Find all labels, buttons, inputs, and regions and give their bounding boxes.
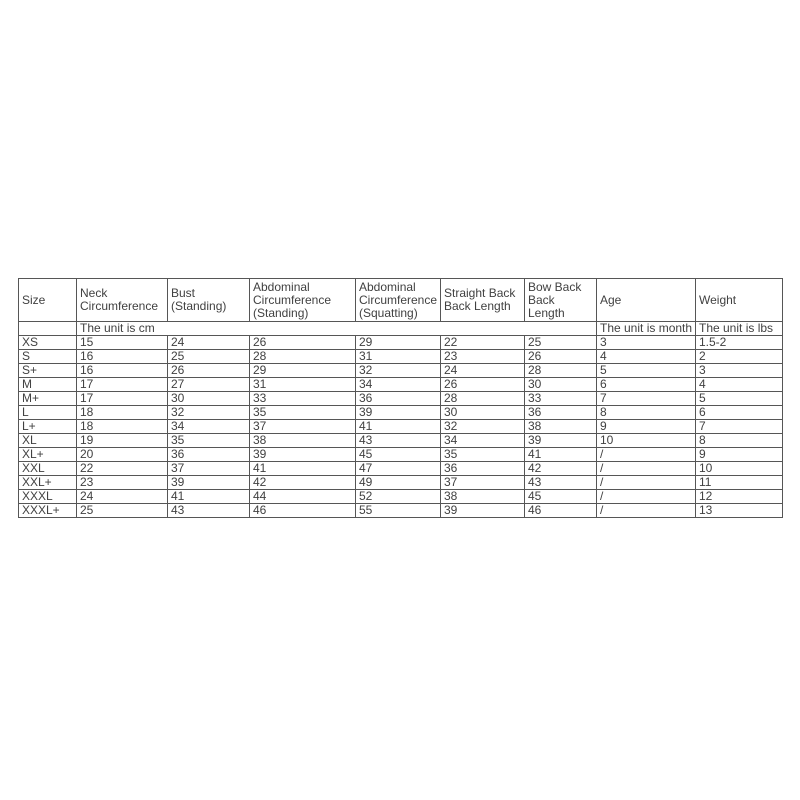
value-cell: 26 — [525, 350, 597, 364]
value-cell: 1.5-2 — [696, 336, 783, 350]
value-cell: 42 — [525, 462, 597, 476]
table-row — [19, 420, 783, 434]
value-cell: 30 — [441, 406, 525, 420]
header-bow-back-back-length: Bow Back Back Length — [525, 279, 597, 322]
table-row — [19, 406, 783, 420]
value-cell: 41 — [525, 448, 597, 462]
value-cell: 31 — [250, 378, 356, 392]
value-cell: 55 — [356, 504, 441, 518]
table-row — [19, 448, 783, 462]
header-bust-standing: Bust (Standing) — [168, 279, 250, 322]
header-row — [19, 279, 783, 322]
value-cell: 37 — [441, 476, 525, 490]
table-row — [19, 336, 783, 350]
header-weight: Weight — [696, 279, 783, 322]
value-cell: 36 — [525, 406, 597, 420]
unit-lbs-cell: The unit is lbs — [696, 322, 783, 336]
unit-empty-cell — [19, 322, 77, 336]
value-cell: / — [597, 448, 696, 462]
value-cell: 32 — [168, 406, 250, 420]
value-cell: 28 — [525, 364, 597, 378]
header-straight-back-back-length: Straight Back Back Length — [441, 279, 525, 322]
value-cell: 3 — [597, 336, 696, 350]
value-cell: 5 — [696, 392, 783, 406]
value-cell: 27 — [168, 378, 250, 392]
value-cell: 28 — [441, 392, 525, 406]
header-abdominal-circumference-standing: Abdominal Circumference (Standing) — [250, 279, 356, 322]
value-cell: 37 — [250, 420, 356, 434]
value-cell: 36 — [168, 448, 250, 462]
value-cell: 42 — [250, 476, 356, 490]
size-label-cell: M+ — [19, 392, 77, 406]
value-cell: 39 — [250, 448, 356, 462]
value-cell: 17 — [77, 378, 168, 392]
table-row — [19, 392, 783, 406]
value-cell: 4 — [597, 350, 696, 364]
value-cell: 41 — [168, 490, 250, 504]
value-cell: 43 — [525, 476, 597, 490]
table-row — [19, 462, 783, 476]
value-cell: 34 — [168, 420, 250, 434]
value-cell: 45 — [525, 490, 597, 504]
value-cell: 44 — [250, 490, 356, 504]
value-cell: 26 — [441, 378, 525, 392]
value-cell: 25 — [525, 336, 597, 350]
table-row — [19, 476, 783, 490]
value-cell: 22 — [441, 336, 525, 350]
value-cell: 20 — [77, 448, 168, 462]
value-cell: 5 — [597, 364, 696, 378]
value-cell: 52 — [356, 490, 441, 504]
value-cell: 37 — [168, 462, 250, 476]
value-cell: 39 — [441, 504, 525, 518]
value-cell: 15 — [77, 336, 168, 350]
size-label-cell: XXXL — [19, 490, 77, 504]
value-cell: / — [597, 462, 696, 476]
value-cell: 17 — [77, 392, 168, 406]
value-cell: 10 — [597, 434, 696, 448]
value-cell: 30 — [525, 378, 597, 392]
value-cell: 18 — [77, 406, 168, 420]
value-cell: 30 — [168, 392, 250, 406]
value-cell: 26 — [168, 364, 250, 378]
table-row — [19, 350, 783, 364]
value-cell: 9 — [597, 420, 696, 434]
value-cell: 18 — [77, 420, 168, 434]
header-age: Age — [597, 279, 696, 322]
value-cell: 19 — [77, 434, 168, 448]
value-cell: 24 — [77, 490, 168, 504]
value-cell: 2 — [696, 350, 783, 364]
value-cell: 35 — [441, 448, 525, 462]
value-cell: 28 — [250, 350, 356, 364]
unit-month-cell: The unit is month — [597, 322, 696, 336]
table-row — [19, 434, 783, 448]
value-cell: 16 — [77, 364, 168, 378]
table-row — [19, 490, 783, 504]
size-label-cell: XS — [19, 336, 77, 350]
value-cell: 34 — [441, 434, 525, 448]
value-cell: 47 — [356, 462, 441, 476]
value-cell: / — [597, 504, 696, 518]
size-label-cell: S+ — [19, 364, 77, 378]
value-cell: 29 — [250, 364, 356, 378]
value-cell: 31 — [356, 350, 441, 364]
value-cell: 32 — [356, 364, 441, 378]
table-row — [19, 378, 783, 392]
value-cell: 24 — [441, 364, 525, 378]
value-cell: / — [597, 476, 696, 490]
value-cell: 8 — [597, 406, 696, 420]
size-label-cell: XL+ — [19, 448, 77, 462]
header-neck-circumference: Neck Circumference — [77, 279, 168, 322]
value-cell: 3 — [696, 364, 783, 378]
size-label-cell: L+ — [19, 420, 77, 434]
value-cell: 45 — [356, 448, 441, 462]
value-cell: 10 — [696, 462, 783, 476]
value-cell: 33 — [525, 392, 597, 406]
value-cell: / — [597, 490, 696, 504]
value-cell: 35 — [168, 434, 250, 448]
value-cell: 32 — [441, 420, 525, 434]
value-cell: 23 — [77, 476, 168, 490]
value-cell: 36 — [356, 392, 441, 406]
size-label-cell: XXXL+ — [19, 504, 77, 518]
value-cell: 16 — [77, 350, 168, 364]
size-label-cell: M — [19, 378, 77, 392]
value-cell: 7 — [696, 420, 783, 434]
size-label-cell: S — [19, 350, 77, 364]
value-cell: 4 — [696, 378, 783, 392]
value-cell: 12 — [696, 490, 783, 504]
size-label-cell: XXL — [19, 462, 77, 476]
size-label-cell: L — [19, 406, 77, 420]
value-cell: 29 — [356, 336, 441, 350]
value-cell: 39 — [525, 434, 597, 448]
value-cell: 23 — [441, 350, 525, 364]
table-row — [19, 364, 783, 378]
value-cell: 26 — [250, 336, 356, 350]
value-cell: 38 — [525, 420, 597, 434]
value-cell: 11 — [696, 476, 783, 490]
value-cell: 6 — [696, 406, 783, 420]
value-cell: 9 — [696, 448, 783, 462]
value-cell: 24 — [168, 336, 250, 350]
value-cell: 38 — [250, 434, 356, 448]
value-cell: 22 — [77, 462, 168, 476]
value-cell: 43 — [356, 434, 441, 448]
value-cell: 49 — [356, 476, 441, 490]
value-cell: 39 — [356, 406, 441, 420]
value-cell: 35 — [250, 406, 356, 420]
size-table-body — [19, 336, 783, 518]
value-cell: 41 — [250, 462, 356, 476]
value-cell: 38 — [441, 490, 525, 504]
value-cell: 43 — [168, 504, 250, 518]
value-cell: 13 — [696, 504, 783, 518]
value-cell: 33 — [250, 392, 356, 406]
unit-row — [19, 322, 783, 336]
size-label-cell: XL — [19, 434, 77, 448]
size-chart-table — [18, 278, 783, 518]
value-cell: 6 — [597, 378, 696, 392]
value-cell: 7 — [597, 392, 696, 406]
unit-cm-cell: The unit is cm — [77, 322, 597, 336]
table-row — [19, 504, 783, 518]
value-cell: 46 — [250, 504, 356, 518]
value-cell: 8 — [696, 434, 783, 448]
header-abdominal-circumference-squatting: Abdominal Circumference (Squatting) — [356, 279, 441, 322]
value-cell: 36 — [441, 462, 525, 476]
size-label-cell: XXL+ — [19, 476, 77, 490]
value-cell: 41 — [356, 420, 441, 434]
value-cell: 39 — [168, 476, 250, 490]
value-cell: 46 — [525, 504, 597, 518]
value-cell: 34 — [356, 378, 441, 392]
value-cell: 25 — [77, 504, 168, 518]
value-cell: 25 — [168, 350, 250, 364]
header-size: Size — [19, 279, 77, 322]
